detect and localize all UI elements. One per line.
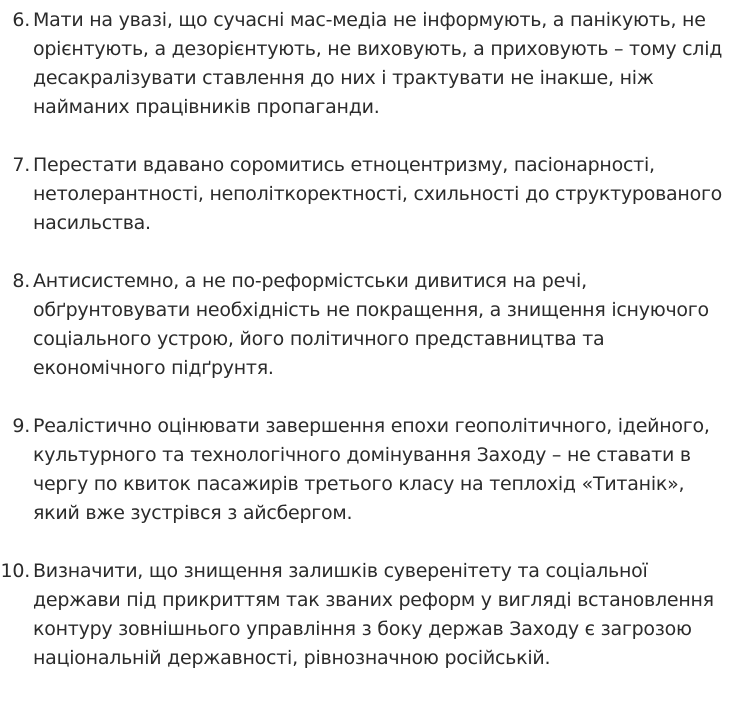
item-number: 6. bbox=[12, 9, 30, 31]
list-item bbox=[0, 6, 735, 122]
item-text: Реалістично оцінювати завершення епохи геополітичного, ідейного, культурного та технологічного домінування Заходу – не ставати в чергу по квиток пасажирів третього класу на теплохід «Титанік», який вже зустрівся з айсбергом. bbox=[33, 415, 710, 524]
list-item bbox=[0, 557, 735, 673]
item-text: Антисистемно, а не по-реформістськи дивитися на речі, обґрунтовувати необхідність не покращення, а знищення існуючого соціального устрою, його політичного представництва та економічного підґрунтя. bbox=[33, 270, 709, 379]
list-item bbox=[0, 267, 735, 383]
list-item bbox=[0, 412, 735, 528]
item-text: Перестати вдавано соромитись етноцентризму, пасіонарності, нетолерантності, неполіткоректності, схильності до структурованого насильства. bbox=[33, 154, 723, 234]
item-number: 9. bbox=[12, 415, 30, 437]
item-text: Визначити, що знищення залишків суверенітету та соціальної держави під прикриттям так званих реформ у вигляді встановлення контуру зовнішнього управління з боку держав Заходу є загрозою національній державності, рівнозначною російській. bbox=[33, 560, 714, 669]
list-item bbox=[0, 151, 735, 238]
item-number: 10. bbox=[0, 560, 30, 582]
item-text: Мати на увазі, що сучасні мас-медіа не інформують, а панікують, не орієнтують, а дезорієнтують, не виховують, а приховують – тому слід десакралізувати ставлення до них і трактувати не інакше, ніж найманих працівників пропаганди. bbox=[33, 9, 723, 118]
numbered-list bbox=[0, 6, 735, 673]
item-number: 8. bbox=[12, 270, 30, 292]
item-number: 7. bbox=[12, 154, 30, 176]
